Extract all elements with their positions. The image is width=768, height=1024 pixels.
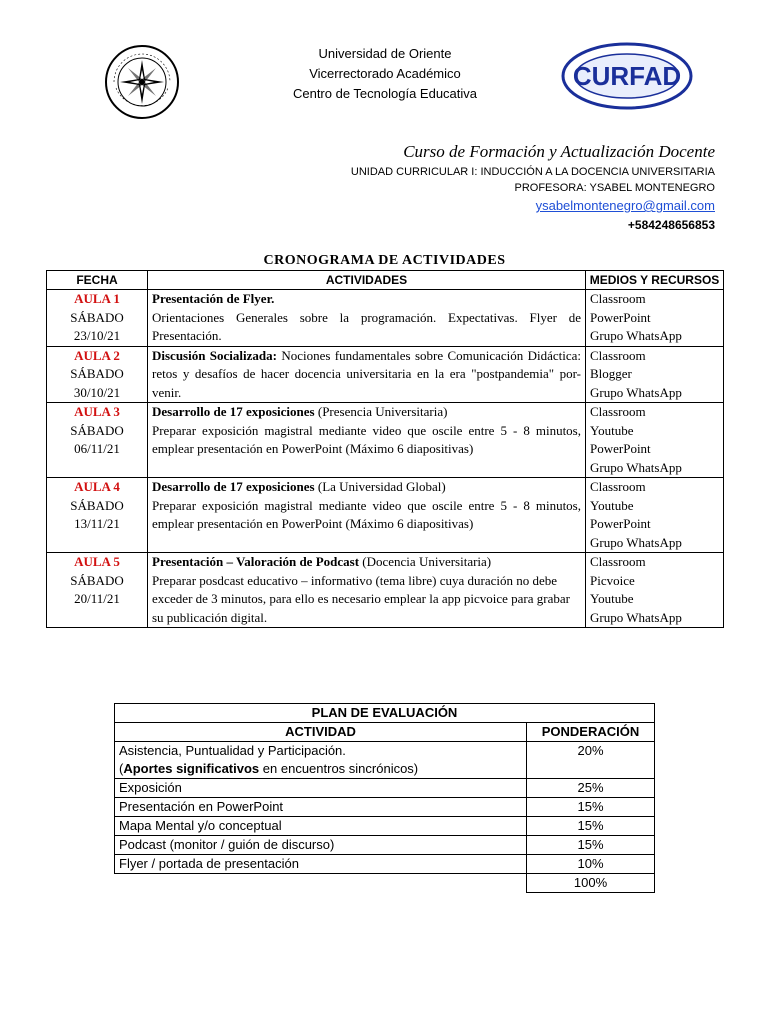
course-info	[351, 140, 715, 234]
evaluation-col-weight: PONDERACIÓN	[527, 723, 655, 742]
resources-cell	[586, 478, 724, 553]
evaluation-weight: 15%	[527, 817, 655, 836]
date-label: 20/11/21	[74, 591, 120, 606]
evaluation-activity: Flyer / portada de presentación	[115, 855, 527, 874]
resource-item: Grupo WhatsApp	[590, 534, 682, 550]
aula-label: AULA 3	[74, 404, 120, 419]
resource-item: PowerPoint	[590, 516, 651, 531]
resource-item: Grupo WhatsApp	[590, 384, 682, 400]
curfad-logo-text: CURFAD	[572, 61, 682, 91]
day-label: SÁBADO	[70, 366, 124, 381]
activity-cell	[148, 346, 586, 403]
resource-item: Grupo WhatsApp	[590, 459, 682, 475]
evaluation-header-row	[115, 723, 655, 742]
header-actividades: ACTIVIDADES	[148, 271, 586, 290]
activity-description: Preparar exposición magistral mediante video que oscile entre 5 - 8 minutos, emplear presentación en PowerPoint (Máximo 6 diapositivas)	[152, 497, 581, 531]
evaluation-weight: 15%	[527, 836, 655, 855]
evaluation-total-row	[115, 874, 655, 893]
evaluation-weight: 20%	[527, 742, 655, 779]
evaluation-activity-extra: (Aportes significativos en encuentros sincrónicos)	[119, 761, 419, 776]
activity-subtitle: (La Universidad Global)	[317, 479, 446, 494]
resource-item: PowerPoint	[590, 309, 651, 325]
evaluation-activity: Podcast (monitor / guión de discurso)	[115, 836, 527, 855]
schedule-row	[47, 346, 724, 403]
resources-cell	[586, 290, 724, 347]
day-label: SÁBADO	[70, 309, 124, 325]
evaluation-activity-text: Asistencia, Puntualidad y Participación.	[119, 743, 346, 758]
activity-title: Desarrollo de 17 exposiciones	[152, 404, 315, 419]
aula-label: AULA 1	[74, 291, 120, 306]
date-label: 06/11/21	[74, 441, 120, 456]
activity-title: Presentación de Flyer.	[152, 291, 275, 306]
day-label: SÁBADO	[70, 422, 124, 438]
resource-item: Classroom	[590, 479, 646, 494]
schedule-row	[47, 553, 724, 628]
date-cell	[47, 553, 148, 628]
date-cell	[47, 290, 148, 347]
date-cell	[47, 478, 148, 553]
curfad-logo	[560, 38, 694, 110]
teacher-phone: +584248656853	[627, 218, 715, 232]
aula-label: AULA 4	[74, 479, 120, 494]
activity-description: Preparar exposición magistral mediante video que oscile entre 5 - 8 minutos, emplear presentación en PowerPoint (Máximo 6 diapositivas)	[152, 422, 581, 456]
evaluation-activity	[115, 742, 527, 779]
resource-item: Classroom	[590, 404, 646, 419]
university-name: Universidad de Oriente	[318, 46, 452, 61]
date-cell	[47, 346, 148, 403]
evaluation-row	[115, 779, 655, 798]
evaluation-activity: Presentación en PowerPoint	[115, 798, 527, 817]
evaluation-table	[114, 703, 655, 893]
teacher-email-link[interactable]: ysabelmontenegro@gmail.com	[535, 198, 715, 213]
header-medios: MEDIOS Y RECURSOS	[586, 271, 724, 290]
activity-cell	[148, 478, 586, 553]
resource-item: Youtube	[590, 422, 634, 438]
evaluation-activity: Exposición	[115, 779, 527, 798]
evaluation-weight: 15%	[527, 798, 655, 817]
resource-item: Youtube	[590, 591, 634, 606]
aula-label: AULA 2	[74, 347, 120, 363]
day-label: SÁBADO	[70, 497, 124, 513]
schedule-header-row	[47, 271, 724, 290]
date-label: 23/10/21	[73, 328, 121, 343]
activity-title: Presentación – Valoración de Podcast	[152, 554, 360, 569]
schedule-row	[47, 478, 724, 553]
activity-cell	[148, 403, 586, 478]
evaluation-total-spacer	[115, 874, 527, 893]
activity-description: Orientaciones Generales sobre la programación. Expectativas. Flyer de Presentación.	[152, 309, 581, 343]
resource-item: PowerPoint	[590, 441, 651, 456]
resource-item: Blogger	[590, 366, 632, 381]
evaluation-title: PLAN DE EVALUACIÓN	[115, 704, 655, 723]
activity-cell	[148, 553, 586, 628]
schedule-table	[46, 270, 724, 628]
activity-subtitle: (Docencia Universitaria)	[362, 554, 492, 569]
schedule-title: CRONOGRAMA DE ACTIVIDADES	[263, 253, 506, 268]
aula-label: AULA 5	[74, 554, 120, 569]
activity-cell	[148, 290, 586, 347]
schedule-row	[47, 290, 724, 347]
activity-description: Nociones fundamentales sobre Comunicación Didáctica: retos y desafíos de hacer docencia universitaria en la era "postpandemia" por-venir.	[152, 347, 582, 400]
evaluation-activity-bold: Aportes significativos	[123, 761, 260, 776]
teacher-name: PROFESORA: YSABEL MONTENEGRO	[514, 182, 715, 194]
evaluation-row	[115, 817, 655, 836]
resource-item: Grupo WhatsApp	[590, 328, 682, 343]
curricular-unit: UNIDAD CURRICULAR I: INDUCCIÓN A LA DOCENCIA UNIVERSITARIA	[350, 166, 715, 178]
resource-item: Classroom	[590, 291, 646, 306]
header-fecha: FECHA	[47, 271, 148, 290]
resources-cell	[586, 346, 724, 403]
activity-description: Preparar posdcast educativo – informativo (tema libre) cuya duración no debe exceder de 3 minutos, para ello es necesario emplear la app picvoice para grabar su publicación digital.	[152, 572, 570, 625]
evaluation-row	[115, 855, 655, 874]
evaluation-row	[115, 798, 655, 817]
schedule-row	[47, 403, 724, 478]
resources-cell	[586, 553, 724, 628]
evaluation-row	[115, 742, 655, 779]
evaluation-activity-tail: en encuentros sincrónicos)	[262, 761, 419, 776]
vicerrectorado-name: Vicerrectorado Académico	[309, 66, 461, 81]
day-label: SÁBADO	[70, 572, 124, 588]
evaluation-row	[115, 836, 655, 855]
date-label: 30/10/21	[73, 384, 121, 400]
evaluation-col-activity: ACTIVIDAD	[115, 723, 527, 742]
evaluation-total: 100%	[527, 874, 655, 893]
evaluation-weight: 10%	[527, 855, 655, 874]
institution-header	[200, 44, 570, 104]
resource-item: Youtube	[590, 497, 634, 513]
date-label: 13/11/21	[74, 516, 120, 531]
course-title: Curso de Formación y Actualización Docente	[403, 142, 715, 161]
resources-cell	[586, 403, 724, 478]
activity-title: Desarrollo de 17 exposiciones	[152, 479, 315, 494]
activity-title: Discusión Socializada:	[152, 347, 277, 363]
resource-item: Grupo WhatsApp	[590, 609, 682, 625]
center-name: Centro de Tecnología Educativa	[292, 86, 478, 101]
evaluation-activity: Mapa Mental y/o conceptual	[115, 817, 527, 836]
activity-subtitle: (Presencia Universitaria)	[317, 404, 448, 419]
date-cell	[47, 403, 148, 478]
resource-item: Picvoice	[590, 572, 635, 588]
resource-item: Classroom	[590, 347, 646, 363]
university-seal-logo	[104, 44, 180, 120]
resource-item: Classroom	[590, 554, 646, 569]
evaluation-weight: 25%	[527, 779, 655, 798]
